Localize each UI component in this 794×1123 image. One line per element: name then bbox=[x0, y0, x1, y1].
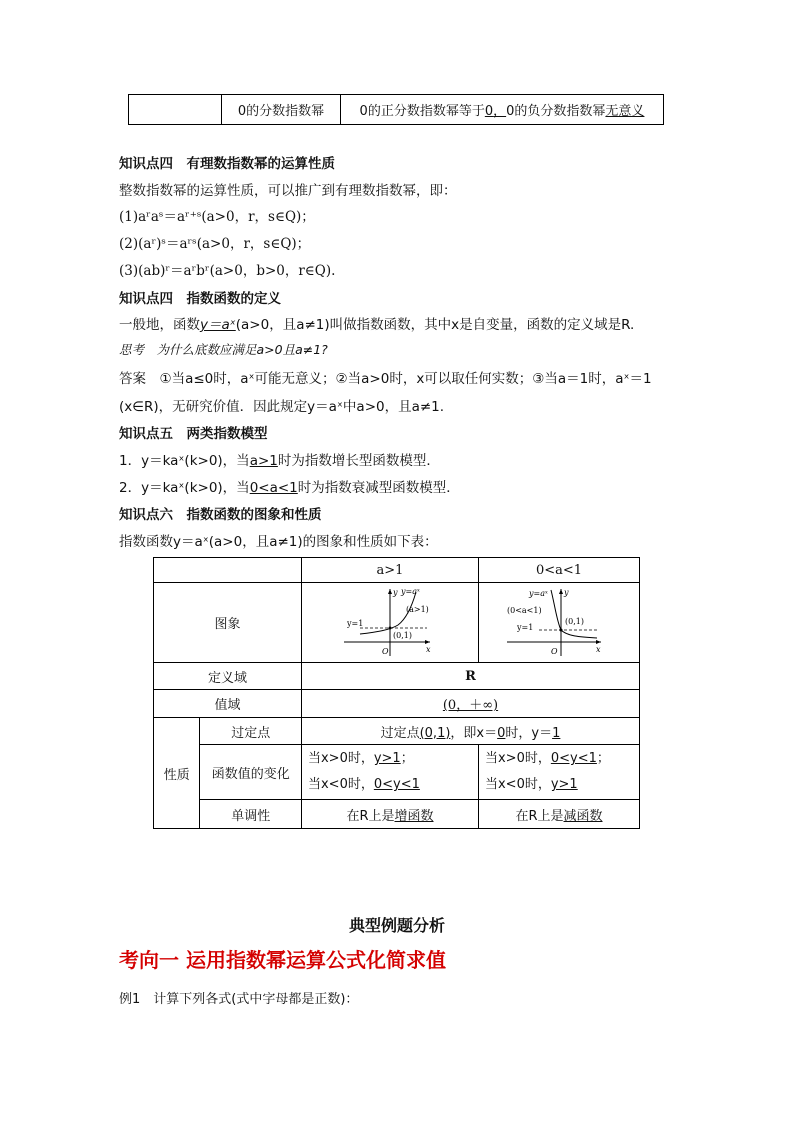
monotonicity-a-gt-1: 在R上是增函数 bbox=[301, 800, 478, 829]
k4a-title: 知识点四 有理数指数幂的运算性质 bbox=[119, 156, 335, 172]
fixed-point-label: 过定点 bbox=[200, 718, 302, 745]
graph-a-gt-1-cell bbox=[301, 583, 478, 663]
analysis-title: 典型例题分析 bbox=[348, 916, 445, 935]
properties-table bbox=[153, 557, 640, 829]
svg-text:(0<a<1): (0<a<1) bbox=[506, 605, 542, 615]
svg-text:y: y bbox=[563, 587, 569, 597]
row-graph-label: 图象 bbox=[154, 583, 302, 663]
k6-intro: 指数函数y＝aˣ(a>0，且a≠1)的图象和性质如下表： bbox=[119, 534, 438, 550]
answer-line-2: (x∈R)，无研究价值．因此规定y＝aˣ中a>0，且a≠1. bbox=[119, 399, 445, 415]
domain-value: R bbox=[301, 663, 639, 690]
svg-text:y=1: y=1 bbox=[346, 618, 364, 628]
change-lt1-negative: 当x<0时，y>1 bbox=[484, 777, 578, 792]
fixed-point-value: 过定点(0,1)，即x＝0时，y＝1 bbox=[301, 718, 639, 745]
monotonicity-a-lt-1: 在R上是减函数 bbox=[478, 800, 639, 829]
value-change-a-gt-1 bbox=[301, 745, 478, 800]
top-table bbox=[128, 94, 664, 125]
k4a-intro: 整数指数幂的运算性质，可以推广到有理数指数幂，即： bbox=[119, 183, 457, 199]
header-empty-cell bbox=[154, 558, 302, 583]
properties-label: 性质 bbox=[154, 718, 200, 829]
change-lt1-positive: 当x>0时，0<y<1； bbox=[484, 751, 610, 766]
k4b-title: 知识点四 指数函数的定义 bbox=[119, 291, 281, 307]
row-range-label: 值域 bbox=[154, 690, 302, 718]
svg-text:x: x bbox=[595, 644, 601, 654]
value-change-label: 函数值的变化 bbox=[200, 745, 302, 800]
svg-text:y=1: y=1 bbox=[516, 622, 534, 632]
k4a-property-2: (2)(aʳ)ˢ＝aʳˢ(a>0，r，s∈Q)； bbox=[119, 236, 311, 252]
svg-text:O: O bbox=[550, 646, 558, 656]
top-table-cell-empty bbox=[129, 95, 222, 125]
change-gt1-negative: 当x<0时，0<y<1 bbox=[307, 777, 420, 792]
range-value: (0，＋∞) bbox=[301, 690, 639, 718]
k4b-definition: 一般地，函数y＝aˣ(a>0，且a≠1)叫做指数函数，其中x是自变量，函数的定义域是R. bbox=[119, 317, 635, 333]
value-change-a-lt-1 bbox=[478, 745, 639, 800]
svg-text:O: O bbox=[381, 646, 389, 656]
graph-a-lt-1 bbox=[479, 584, 639, 662]
row-domain-label: 定义域 bbox=[154, 663, 302, 690]
k6-title: 知识点六 指数函数的图象和性质 bbox=[119, 507, 322, 523]
k4a-property-1: (1)aʳaˢ＝aʳ⁺ˢ(a>0，r，s∈Q)； bbox=[119, 209, 315, 225]
svg-text:x: x bbox=[425, 644, 431, 654]
graph-a-lt-1-cell bbox=[478, 583, 639, 663]
graph-a-gt-1 bbox=[302, 584, 478, 662]
svg-text:y: y bbox=[392, 587, 398, 597]
k4a-property-3: (3)(ab)ʳ＝aʳbʳ(a>0，b>0，r∈Q). bbox=[119, 263, 336, 279]
svg-text:(0,1): (0,1) bbox=[392, 630, 412, 640]
k5-title: 知识点五 两类指数模型 bbox=[119, 426, 268, 442]
monotonicity-label: 单调性 bbox=[200, 800, 302, 829]
top-table-cell-zero-power: 0的分数指数幂 bbox=[222, 95, 341, 125]
k5-model-2: 2．y＝kaˣ(k>0)，当0<a<1时为指数衰减型函数模型． bbox=[119, 480, 460, 496]
direction-title: 考向一 运用指数幂运算公式化简求值 bbox=[119, 948, 446, 972]
svg-text:y=aˣ: y=aˣ bbox=[528, 588, 548, 598]
answer-line-1: 答案 ①当a≤0时，aˣ可能无意义；②当a>0时，x可以取任何实数；③当a＝1时，aˣ＝1 bbox=[119, 371, 652, 387]
example-1: 例1 计算下列各式(式中字母都是正数)： bbox=[119, 992, 359, 1007]
top-table-cell-zero-rule: 0的正分数指数幂等于0，0的负分数指数幂无意义 bbox=[341, 95, 664, 125]
svg-text:y=aˣ: y=aˣ bbox=[400, 586, 420, 596]
k5-model-1: 1．y＝kaˣ(k>0)，当a>1时为指数增长型函数模型． bbox=[119, 453, 440, 469]
think-question: 思考 为什么底数应满足a>0且a≠1? bbox=[119, 342, 328, 357]
svg-text:(a>1): (a>1) bbox=[405, 604, 429, 614]
svg-text:(0,1): (0,1) bbox=[564, 616, 584, 626]
header-a-gt-1: a>1 bbox=[301, 558, 478, 583]
change-gt1-positive: 当x>0时，y>1； bbox=[307, 751, 414, 766]
header-a-lt-1: 0<a<1 bbox=[478, 558, 639, 583]
